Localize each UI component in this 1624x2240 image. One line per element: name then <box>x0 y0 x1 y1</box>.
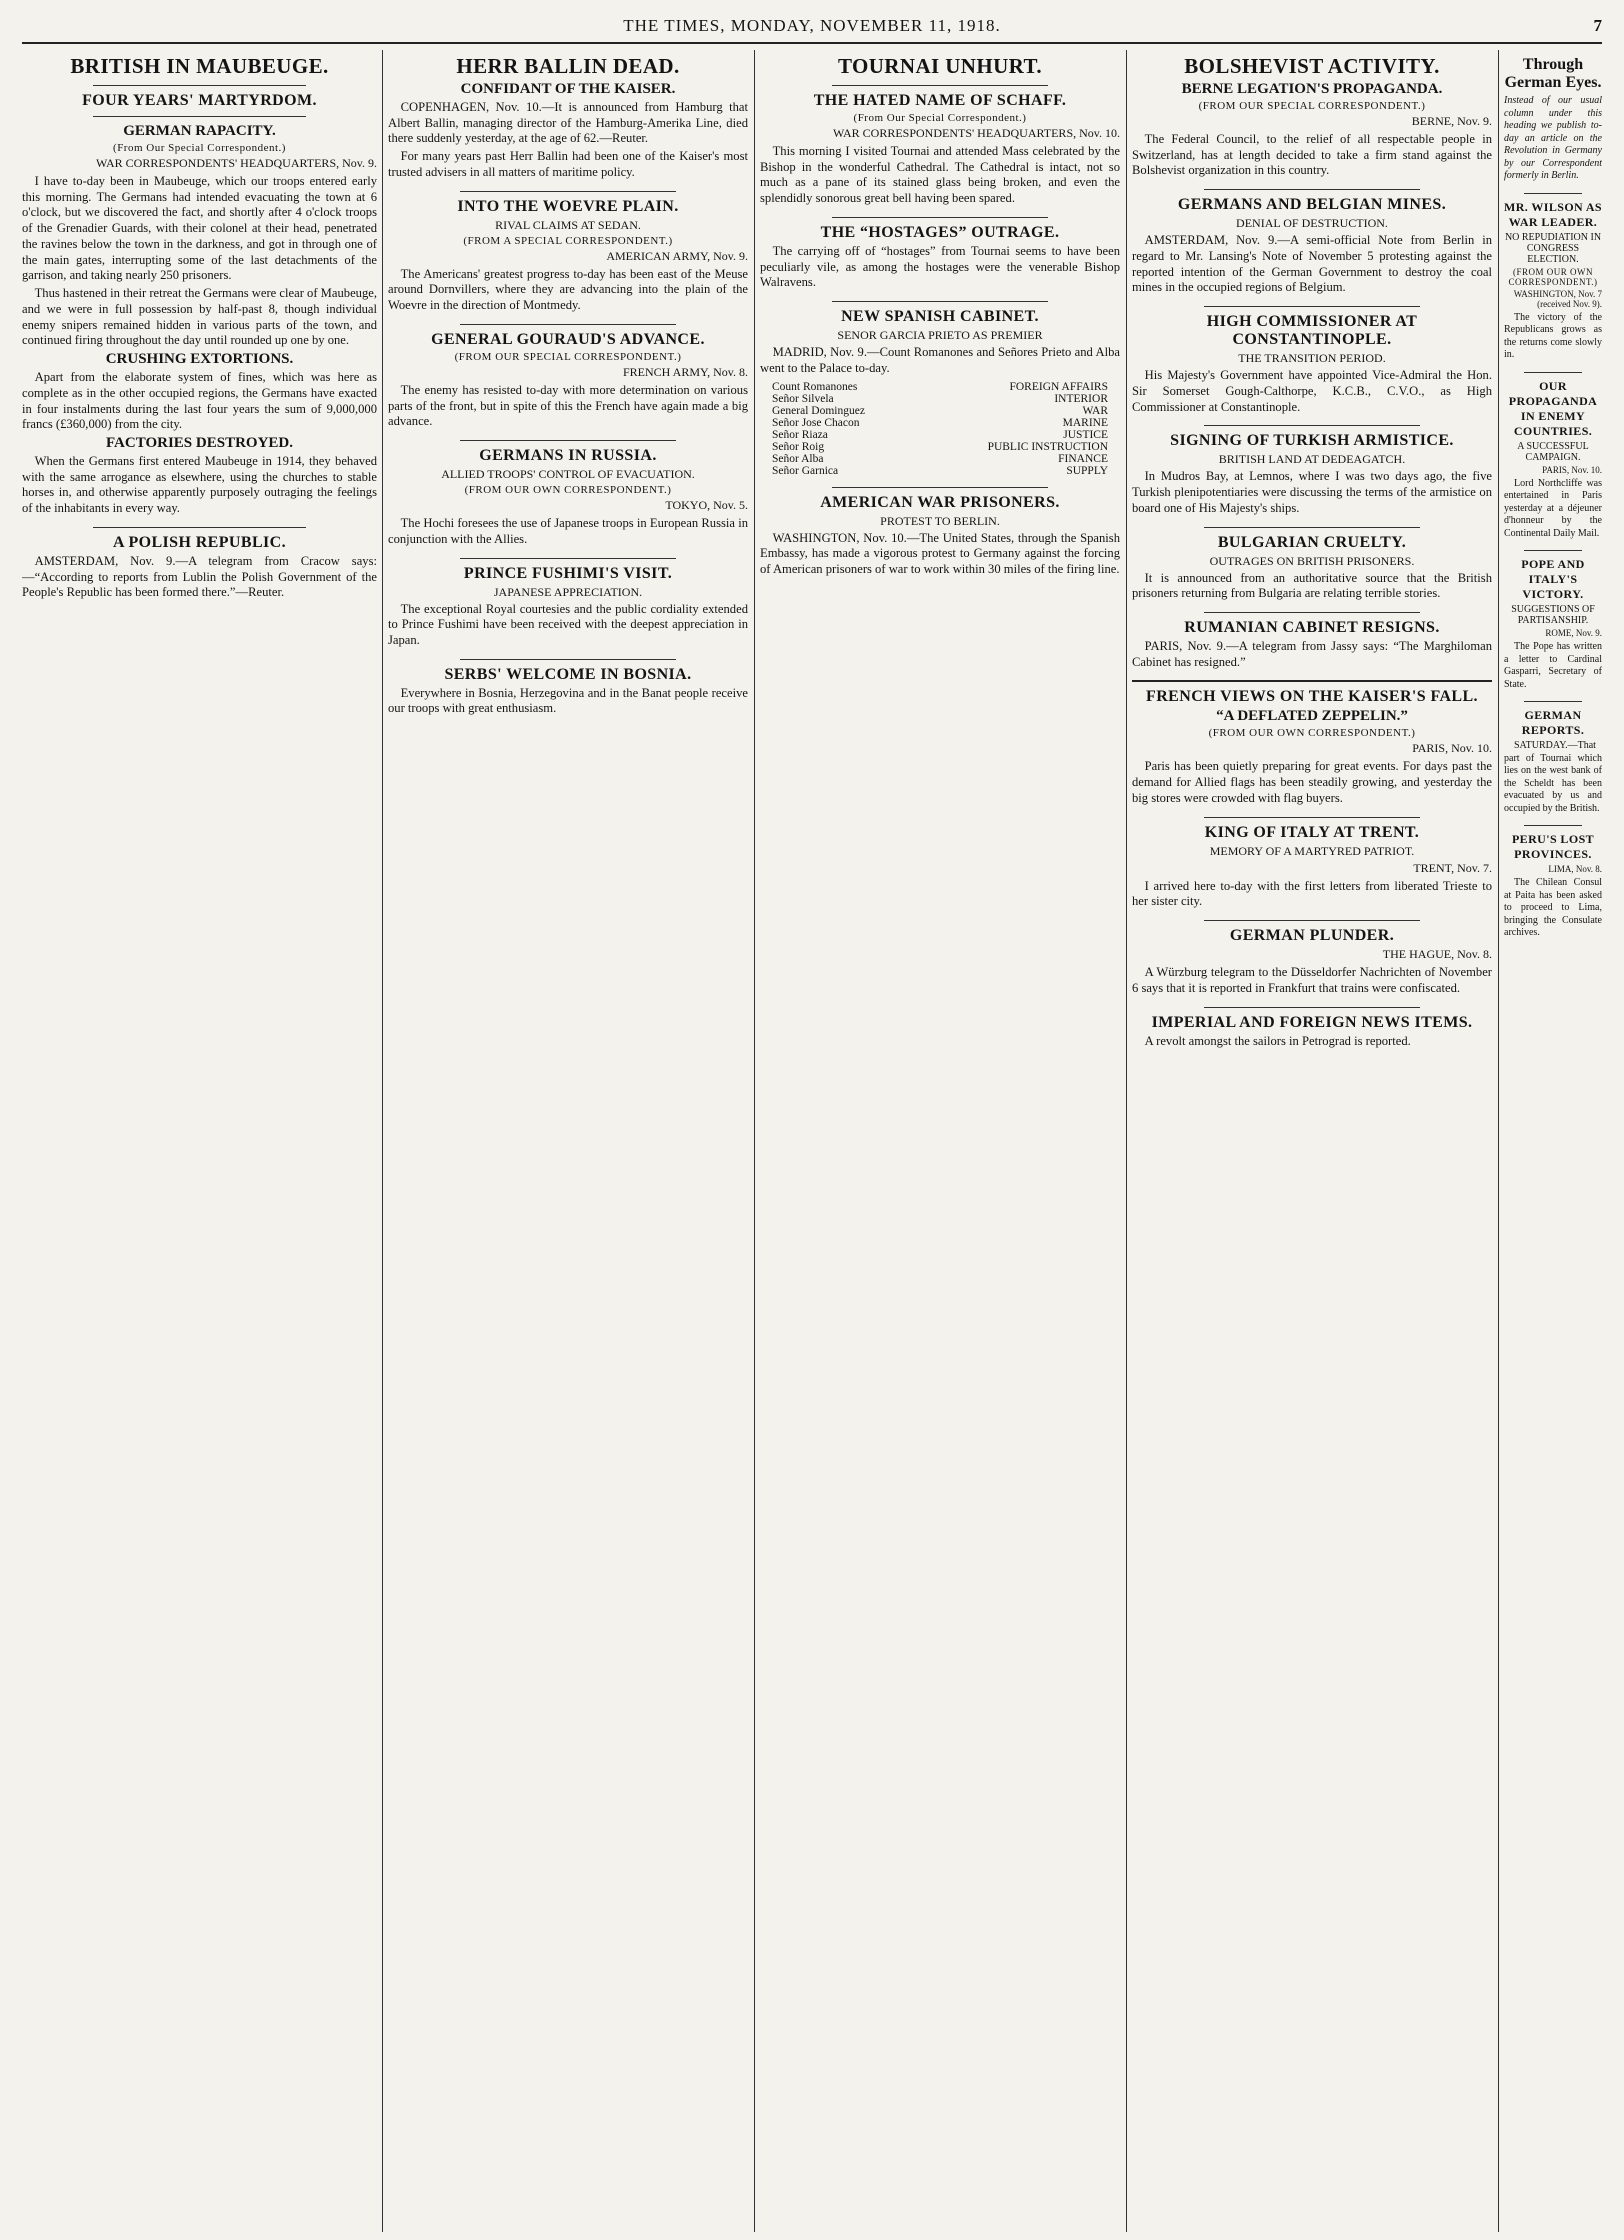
headline: GERMAN REPORTS. <box>1521 708 1585 738</box>
divider <box>1204 612 1420 613</box>
article-high-commissioner <box>1132 313 1492 415</box>
paragraph: For many years past Herr Ballin had been one of the Kaiser's most trusted advisers in all matters of maritime policy. <box>388 149 748 179</box>
subheadline: DENIAL OF DESTRUCTION. <box>1236 216 1388 231</box>
headline: POPE AND ITALY'S VICTORY. <box>1521 557 1585 602</box>
divider <box>460 440 676 441</box>
paragraph: The Hochi foresees the use of Japanese troops in European Russia in conjunction with the Allies. <box>388 516 748 546</box>
cabinet-post: INTERIOR <box>1054 392 1108 405</box>
article-fushimi <box>388 565 748 649</box>
article-pope <box>1504 557 1602 691</box>
headline: PERU'S LOST PROVINCES. <box>1511 832 1595 862</box>
subheadline: CRUSHING EXTORTIONS. <box>105 351 294 368</box>
cabinet-member: Señor Roig <box>772 440 825 453</box>
subheadline: MEMORY OF A MARTYRED PATRIOT. <box>1209 843 1415 858</box>
cabinet-member: Count Romanones <box>772 380 858 393</box>
divider <box>460 191 676 192</box>
headline: NEW SPANISH CABINET. <box>841 308 1039 326</box>
headline: GERMANS AND BELGIAN MINES. <box>1177 196 1447 214</box>
headline: SERBS' WELCOME IN BOSNIA. <box>444 665 692 683</box>
article-peru <box>1504 832 1602 940</box>
subheadline: OUTRAGES ON BRITISH PRISONERS. <box>1209 553 1415 568</box>
column-2 <box>388 50 748 2232</box>
divider <box>1204 425 1420 426</box>
byline: (FROM OUR OWN CORRESPONDENT.) <box>1508 266 1598 287</box>
subheadline: SENOR GARCIA PRIETO AS PREMIER <box>837 328 1043 343</box>
article-propaganda <box>1504 379 1602 541</box>
paragraph: The Chilean Consul at Paita has been asked to proceed to Lima, bringing the Consulate archives. <box>1504 877 1602 939</box>
article-bulgarian-cruelty <box>1132 534 1492 602</box>
column-rule <box>754 50 755 2232</box>
cabinet-row <box>772 453 1108 465</box>
paragraph: SATURDAY.—That part of Tournai which lies on the west bank of the Scheldt has been evacuated by us and occupied by the British. <box>1504 740 1602 814</box>
subheadline: “A DEFLATED ZEPPELIN.” <box>1216 708 1408 725</box>
cabinet-post: SUPPLY <box>1066 464 1108 477</box>
cabinet-post: MARINE <box>1062 416 1108 429</box>
cabinet-member: Señor Jose Chacon <box>772 416 860 429</box>
article-rumanian-cabinet <box>1132 619 1492 670</box>
paragraph: A revolt amongst the sailors in Petrograd is reported. <box>1144 1033 1411 1048</box>
dateline: WAR CORRESPONDENTS' HEADQUARTERS, Nov. 9. <box>95 156 377 170</box>
divider <box>832 217 1048 218</box>
page-number: 7 <box>1593 16 1602 35</box>
article-through-german-eyes <box>1504 56 1602 183</box>
divider <box>1524 372 1583 373</box>
subheadline: JAPANESE APPRECIATION. <box>493 584 643 599</box>
headline: BULGARIAN CRUELTY. <box>1217 533 1407 551</box>
feature-title: Through German Eyes. <box>1504 56 1602 91</box>
paragraph: The Federal Council, to the relief of all respectable people in Switzerland, has at length decided to take a firm stand against the Bolshevist organization in this country. <box>1132 132 1492 178</box>
divider <box>832 85 1048 86</box>
paragraph: Everywhere in Bosnia, Herzegovina and in the Banat people receive our troops with great enthusiasm. <box>388 685 748 716</box>
divider <box>1204 920 1420 921</box>
article-serbs <box>388 666 748 717</box>
divider <box>1204 1007 1420 1008</box>
paragraph: MADRID, Nov. 9.—Count Romanones and Señores Prieto and Alba went to the Palace to-day. <box>760 345 1120 375</box>
dateline: AMERICAN ARMY, Nov. 9. <box>606 248 748 263</box>
article-spanish-cabinet <box>760 308 1120 476</box>
paragraph: PARIS, Nov. 9.—A telegram from Jassy says: “The Marghiloman Cabinet has resigned.” <box>1132 639 1492 669</box>
cabinet-post: FOREIGN AFFAIRS <box>1009 380 1108 393</box>
paragraph: I arrived here to-day with the first letters from liberated Trieste to her sister city. <box>1132 878 1492 909</box>
subheadline: BERNE LEGATION'S PROPAGANDA. <box>1181 81 1443 97</box>
column-5 <box>1504 50 1602 2232</box>
paragraph: The exceptional Royal courtesies and the public cordiality extended to Prince Fushimi have been received with the deepest appreciation in Japan. <box>388 601 748 648</box>
cabinet-member: General Dominguez <box>772 404 865 417</box>
paragraph: Lord Northcliffe was entertained in Paris yesterday at a déjeuner d'honneur by the Continental Daily Mail. <box>1504 477 1602 539</box>
subheadline: THE HATED NAME OF SCHAFF. <box>813 92 1067 109</box>
headline: HERR BALLIN DEAD. <box>456 54 680 78</box>
divider <box>1524 193 1583 194</box>
cabinet-member: Señor Alba <box>772 452 824 465</box>
headline: GERMAN PLUNDER. <box>1229 927 1395 945</box>
paragraph: His Majesty's Government have appointed Vice-Admiral the Hon. Sir Somerset Gough-Calthorpe, K.C.B., C.V.O., as High Commissioner at Constantinople. <box>1132 368 1492 414</box>
subheadline: PROTEST TO BERLIN. <box>880 513 1000 528</box>
divider <box>1524 825 1583 826</box>
byline: (From Our Special Correspondent.) <box>853 112 1027 124</box>
divider <box>1204 306 1420 307</box>
cabinet-member: Señor Riaza <box>772 428 828 441</box>
dateline: TRENT, Nov. 7. <box>1413 860 1492 875</box>
divider <box>93 85 306 86</box>
article-king-italy <box>1132 824 1492 910</box>
cabinet-member: Señor Garnica <box>772 464 839 477</box>
paragraph: The carrying off of “hostages” from Tournai seems to have been peculiarly vile, as among the hostages were the venerable Bishop Walravens. <box>760 243 1120 290</box>
divider <box>1204 527 1420 528</box>
subheadline: RIVAL CLAIMS AT SEDAN. <box>495 217 641 232</box>
paragraph: This morning I visited Tournai and attended Mass celebrated by the Bishop in the wonderful Cathedral. The Cathedral is intact, not so much as a pane of its stained glass being broken, and even the splendidly sonorous great bell having been spared. <box>760 144 1120 206</box>
article-wilson <box>1504 200 1602 362</box>
dateline: THE HAGUE, Nov. 8. <box>1382 947 1492 962</box>
paragraph: WASHINGTON, Nov. 10.—The United States, through the Spanish Embassy, has made a vigorous protest to Germany against the forcing of American prisoners of war to work within 30 miles of the firing line. <box>760 530 1120 577</box>
article-imperial-news <box>1132 1014 1492 1050</box>
divider <box>832 487 1048 488</box>
cabinet-list <box>772 381 1108 477</box>
headline: FRENCH VIEWS ON THE KAISER'S FALL. <box>1146 688 1478 706</box>
dateline: PARIS, Nov. 10. <box>1542 464 1602 475</box>
cabinet-post: FINANCE <box>1058 452 1108 465</box>
headline: THE “HOSTAGES” OUTRAGE. <box>820 223 1060 241</box>
headline: PRINCE FUSHIMI'S VISIT. <box>463 564 673 582</box>
masthead <box>22 14 1602 44</box>
byline: (FROM OUR SPECIAL CORRESPONDENT.) <box>1198 100 1426 112</box>
column-4 <box>1132 50 1492 2232</box>
headline: GENERAL GOURAUD'S ADVANCE. <box>431 330 705 348</box>
cabinet-row <box>772 381 1108 393</box>
paragraph: The Americans' greatest progress to-day has been east of the Meuse around Dornvillers, where they are advancing into the plain of the Woevre in the direction of Montmedy. <box>388 266 748 313</box>
dateline: PARIS, Nov. 10. <box>1412 741 1492 756</box>
article-belgian-mines <box>1132 196 1492 296</box>
headline: KING OF ITALY AT TRENT. <box>1204 823 1420 841</box>
article-german-plunder <box>1132 927 1492 996</box>
dateline: FRENCH ARMY, Nov. 8. <box>622 364 748 379</box>
cabinet-member: Señor Silvela <box>772 392 834 405</box>
divider <box>460 324 676 325</box>
article-bolshevist <box>1132 54 1492 179</box>
masthead-title: THE TIMES, MONDAY, NOVEMBER 11, 1918. <box>623 16 1001 35</box>
divider <box>1204 817 1420 818</box>
headline: MR. WILSON AS WAR LEADER. <box>1504 199 1602 229</box>
headline: A POLISH REPUBLIC. <box>112 533 286 551</box>
cabinet-post: PUBLIC INSTRUCTION <box>987 440 1108 453</box>
paragraph: COPENHAGEN, Nov. 10.—It is announced from Hamburg that Albert Ballin, managing director of the Hamburg-Amerika Line, died there suddenly yesterday, at the age of 62.—Reuter. <box>388 100 748 146</box>
byline: (FROM OUR SPECIAL CORRESPONDENT.) <box>454 350 682 363</box>
dateline: WAR CORRESPONDENTS' HEADQUARTERS, Nov. 10. <box>832 126 1120 140</box>
divider <box>1524 550 1583 551</box>
cabinet-row <box>772 465 1108 477</box>
article-woevre <box>388 198 748 314</box>
article-maubeuge <box>22 54 377 517</box>
subheadline: GERMAN RAPACITY. <box>123 123 276 139</box>
article-french-views <box>1132 688 1492 806</box>
kicker: FOUR YEARS' MARTYRDOM. <box>82 92 317 109</box>
cabinet-row <box>772 405 1108 417</box>
paragraph: It is announced from an authoritative source that the British prisoners returning from Bulgaria are relating terrible stories. <box>1132 570 1492 601</box>
subheadline: CONFIDANT OF THE KAISER. <box>460 81 676 97</box>
article-germans-russia <box>388 447 748 547</box>
dateline: WASHINGTON, Nov. 7 (received Nov. 9). <box>1513 288 1602 309</box>
headline: BOLSHEVIST ACTIVITY. <box>1184 54 1440 78</box>
divider <box>93 116 306 117</box>
headline: AMERICAN WAR PRISONERS. <box>820 493 1060 511</box>
article-german-reports <box>1504 708 1602 815</box>
dateline: TOKYO, Nov. 5. <box>665 498 748 513</box>
paragraph: A Würzburg telegram to the Düsseldorfer Nachrichten of November 6 says that it is reported in Frankfurt that trains were confiscated. <box>1132 965 1492 995</box>
subheadline: A SUCCESSFUL CAMPAIGN. <box>1517 440 1589 463</box>
divider <box>832 301 1048 302</box>
paragraph: AMSTERDAM, Nov. 9.—A telegram from Cracow says:—“According to reports from Lublin the Polish Government of the People's Republic has been formed there.”—Reuter. <box>22 553 377 600</box>
byline: (FROM A SPECIAL CORRESPONDENT.) <box>463 234 673 247</box>
cabinet-row <box>772 393 1108 405</box>
subheadline: THE TRANSITION PERIOD. <box>1238 351 1386 366</box>
cabinet-row <box>772 429 1108 441</box>
subheadline: SUGGESTIONS OF PARTISANSHIP. <box>1511 604 1595 627</box>
subheadline: FACTORIES DESTROYED. <box>106 435 293 452</box>
headline: INTO THE WOEVRE PLAIN. <box>457 197 679 215</box>
paragraph: The victory of the Republicans grows as the returns come slowly in. <box>1504 311 1602 361</box>
article-polish-republic <box>22 534 377 601</box>
paragraph: The Pope has written a letter to Cardinal Gasparri, Secretary of State. <box>1504 641 1602 690</box>
article-turkish-armistice <box>1132 432 1492 516</box>
paragraph: When the Germans first entered Maubeuge in 1914, they behaved with the same arrogance as elsewhere, using the churches to stable horses in, and otherwise apparently purposely outraging the feelings of the inhabitants in every way. <box>22 454 377 516</box>
column-rule <box>382 50 383 2232</box>
headline: HIGH COMMISSIONER AT CONSTANTINOPLE. <box>1206 313 1418 349</box>
cabinet-post: WAR <box>1082 404 1108 417</box>
subheadline: BRITISH LAND AT DEDEAGATCH. <box>1218 452 1406 467</box>
headline: RUMANIAN CABINET RESIGNS. <box>1184 619 1440 637</box>
article-gouraud <box>388 331 748 430</box>
paragraph: The enemy has resisted to-day with more determination on various parts of the front, but in spite of this the French have again made a big advance. <box>388 382 748 429</box>
byline: (FROM OUR OWN CORRESPONDENT.) <box>464 484 672 497</box>
cabinet-row <box>772 417 1108 429</box>
divider <box>93 527 306 528</box>
paragraph: AMSTERDAM, Nov. 9.—A semi-official Note from Berlin in regard to Mr. Lansing's Note of November 5 protesting against the reported intention of the German Government to destroy the coal mines in the occupied regions of Belgium. <box>1132 233 1492 295</box>
column-rule <box>1126 50 1127 2232</box>
headline: OUR PROPAGANDA IN ENEMY COUNTRIES. <box>1508 378 1598 438</box>
column-1 <box>22 50 377 2232</box>
dateline: ROME, Nov. 9. <box>1545 628 1602 639</box>
article-ballin <box>388 54 748 181</box>
headline: IMPERIAL AND FOREIGN NEWS ITEMS. <box>1151 1013 1473 1031</box>
headline: GERMANS IN RUSSIA. <box>479 447 657 465</box>
feature-intro: Instead of our usual column under this heading we publish to-day an article on the Revolution in Germany by our Correspondent formerly in Berlin. <box>1504 95 1602 182</box>
subheadline: ALLIED TROOPS' CONTROL OF EVACUATION. <box>441 467 695 482</box>
cabinet-row <box>772 441 1108 453</box>
column-3 <box>760 50 1120 2232</box>
article-hostages <box>760 224 1120 291</box>
paragraph: In Mudros Bay, at Lemnos, where I was two days ago, the five Turkish plenipotentiaries were discussing the terms of the armistice on board one of His Majesty's ships. <box>1132 469 1492 515</box>
subheadline: NO REPUDIATION IN CONGRESS ELECTION. <box>1504 231 1602 265</box>
divider <box>1524 701 1583 702</box>
paragraph: I have to-day been in Maubeuge, which our troops entered early this morning. The Germans had intended evacuating the town at 6 o'clock, but we discovered the fact, and shortly after 4 o'clock troops of the Grenadier Guards, with their colonel at their head, penetrated the ravines below the town in the darkness, and got in through one of the main gates, interrupting some of the last detachments of the garrison, and taking nearly 250 prisoners. <box>22 174 377 283</box>
byline: (From Our Special Correspondent.) <box>113 142 286 154</box>
column-rule <box>1498 50 1499 2232</box>
byline: (FROM OUR OWN CORRESPONDENT.) <box>1208 727 1416 740</box>
paragraph: Apart from the elaborate system of fines, which was here as complete as in the other occupied regions, the Germans have exacted in four instalments during the last four years the sum of 9,000,000 francs (£360,000) from the city. <box>22 370 377 432</box>
cabinet-post: JUSTICE <box>1063 428 1108 441</box>
paragraph: Thus hastened in their retreat the Germans were clear of Maubeuge, and we were in full possession by half-past 8, though individual enemy snipers remained hidden in various parts of the town, and continued firing throughout the day until rounded up one by one. <box>22 286 377 348</box>
divider <box>460 558 676 559</box>
divider <box>460 659 676 660</box>
article-war-prisoners <box>760 494 1120 578</box>
dateline: BERNE, Nov. 9. <box>1411 114 1492 128</box>
paragraph: Paris has been quietly preparing for great events. For days past the demand for Allied flags has been steadily growing, and yesterday the big stores were crowded with flag buyers. <box>1132 759 1492 805</box>
headline: BRITISH IN MAUBEUGE. <box>70 54 329 78</box>
divider <box>1204 189 1420 190</box>
headline: SIGNING OF TURKISH ARMISTICE. <box>1170 432 1454 450</box>
headline: TOURNAI UNHURT. <box>837 54 1042 78</box>
article-tournai <box>760 54 1120 207</box>
divider <box>1132 680 1492 682</box>
dateline: LIMA, Nov. 8. <box>1548 864 1602 875</box>
